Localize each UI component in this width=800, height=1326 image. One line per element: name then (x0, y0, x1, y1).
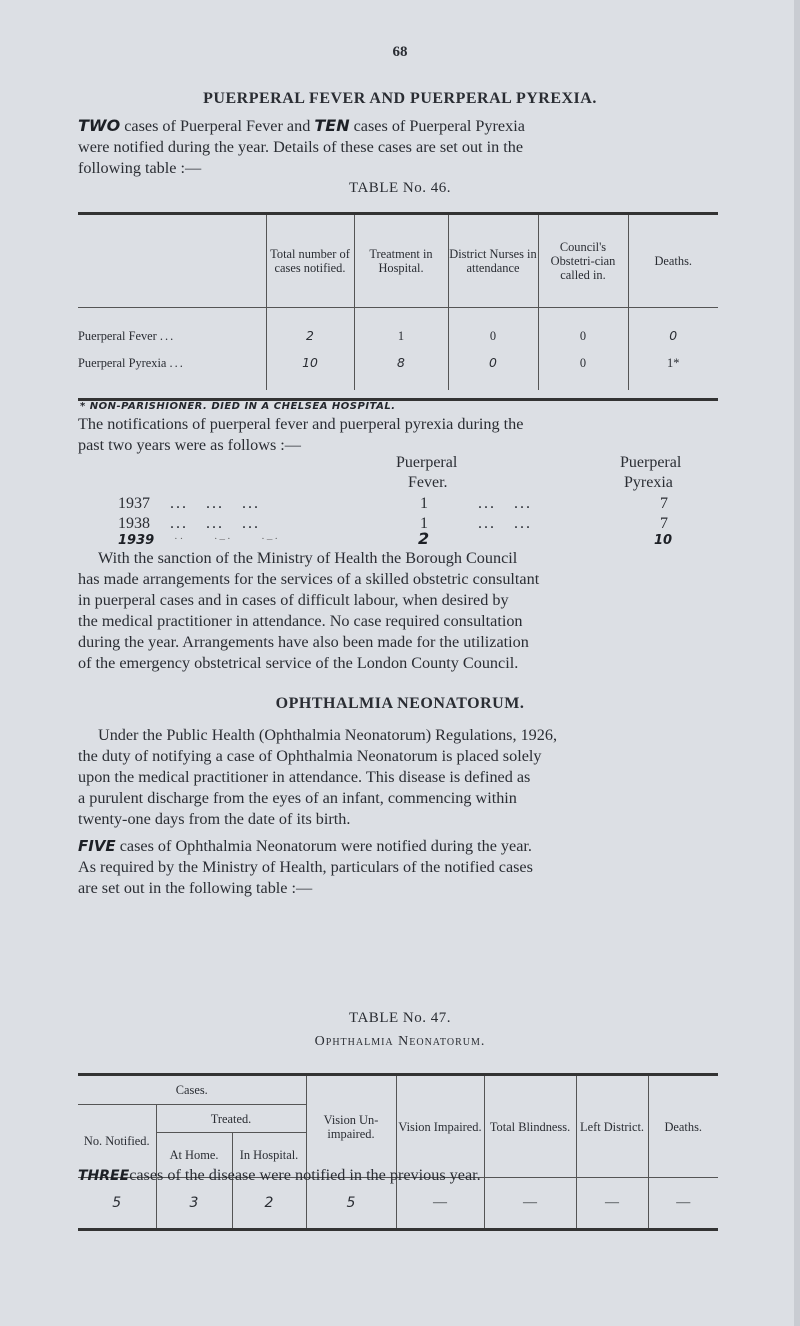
cell-hospital: 1 (354, 322, 448, 349)
fever-1938: 1 (420, 515, 428, 532)
reg-line: Under the Public Health (Ophthalmia Neonatorum) Regulations, 1926, (98, 726, 557, 744)
cell-deaths: 1* (628, 349, 718, 376)
cell-total: 2 (266, 322, 354, 349)
th-cases: Cases. (78, 1075, 306, 1105)
sanction-line: of the emergency obstetrical service of the London County Council. (78, 654, 519, 672)
leader-dots: ... ... (478, 515, 532, 532)
leader-dots: ... ... ... (170, 515, 260, 532)
row-label: Puerperal Fever ... (78, 328, 176, 343)
hand-five: FIVE (78, 837, 116, 855)
sanction-line: has made arrangements for the services of a skilled obstetric consultant (78, 570, 540, 588)
reg-line: upon the medical practitioner in attendance. This disease is defined as (78, 768, 531, 786)
fever-1937: 1 (420, 495, 428, 512)
cell-in-hospital: 2 (232, 1178, 306, 1230)
five-line-1 (78, 836, 718, 857)
cell-total: 10 (266, 349, 354, 376)
th-total-blindness: Total Blindness. (484, 1075, 576, 1178)
table-47-subtitle: Ophthalmia Neonatorum. (314, 1034, 486, 1049)
section-title-puerperal: PUERPERAL FEVER AND PUERPERAL PYREXIA. (203, 90, 597, 107)
reg-line: twenty-one days from the date of its birth. (78, 810, 351, 828)
cell-left: — (576, 1178, 648, 1230)
year-1939: 1939 (118, 533, 155, 548)
cell-blindness: — (484, 1178, 576, 1230)
years-header-pyrexia-1: Puerperal (620, 454, 682, 471)
intro-paragraph (78, 115, 718, 179)
th-deaths: Deaths. (628, 215, 718, 307)
five-line-1-text: cases of Ophthalmia Neonatorum were notified during the year. (119, 837, 532, 855)
page-edge (794, 0, 800, 1326)
th-hospital: Treatment in Hospital. (354, 215, 448, 307)
year-1938: 1938 (118, 515, 150, 532)
row-label: Puerperal Pyrexia ... (78, 355, 185, 370)
cell-hospital: 8 (354, 349, 448, 376)
th-vision-impaired: Vision Impaired. (396, 1075, 484, 1178)
page-number: 68 (392, 44, 408, 60)
cell-at-home: 3 (156, 1178, 232, 1230)
table-47-title: TABLE No. 47. (349, 1010, 451, 1026)
years-header-fever-2: Fever. (408, 474, 448, 491)
five-line-3: are set out in the following table :— (78, 879, 313, 897)
fever-1939: 2 (418, 529, 430, 548)
table-47 (78, 1073, 718, 1231)
th-vision-unimpaired: Vision Un-impaired. (306, 1075, 396, 1178)
th-nurses: District Nurses in attendance (448, 215, 538, 307)
reg-line: the duty of notifying a case of Ophthalmia Neonatorum is placed solely (78, 747, 542, 765)
leader-dots: ... ... ... (170, 495, 260, 512)
table-46-title: TABLE No. 46. (349, 180, 451, 196)
pyrexia-1938: 7 (660, 515, 668, 532)
hand-ten: TEN (314, 116, 350, 135)
cell-impaired: — (396, 1178, 484, 1230)
intro-text-2: cases of Puerperal Pyrexia (353, 117, 525, 135)
th-total: Total number of cases notified. (266, 215, 354, 307)
sanction-line: during the year. Arrangements have also been made for the utilization (78, 633, 529, 651)
regulations-paragraph (78, 725, 718, 830)
five-cases-paragraph (78, 836, 718, 899)
notif-line-2: past two years were as follows :— (78, 436, 301, 454)
table-row (78, 322, 718, 349)
cell-nurses: 0 (448, 349, 538, 376)
th-no-notified: No. Notified. (78, 1105, 156, 1178)
intro-line-3: following table :— (78, 159, 202, 177)
year-1937: 1937 (118, 495, 150, 512)
leader-dots: ... ... (478, 495, 532, 512)
hand-two: TWO (78, 116, 121, 135)
table-46-header-row (78, 215, 718, 307)
handwritten-footnote: * NON-PARISHIONER. DIED IN A CHELSEA HOSPITAL. (80, 401, 396, 412)
section-title-ophthalmia: OPHTHALMIA NEONATORUM. (275, 695, 525, 712)
cell-deaths: 0 (628, 322, 718, 349)
th-in-hospital: In Hospital. (232, 1133, 306, 1178)
cell-deaths: — (648, 1178, 718, 1230)
sanction-line: the medical practitioner in attendance. No case required consultation (78, 612, 523, 630)
years-header-pyrexia-2: Pyrexia (624, 474, 673, 491)
notification-paragraph (78, 414, 718, 456)
hand-three: THREE (78, 1168, 130, 1184)
th-obstetrician: Council's Obstetri-cian called in. (538, 215, 628, 307)
sanction-line: With the sanction of the Ministry of Health the Borough Council (98, 549, 518, 567)
th-treated: Treated. (156, 1105, 306, 1133)
cell-unimpaired: 5 (306, 1178, 396, 1230)
intro-text-1: cases of Puerperal Fever and (124, 117, 311, 135)
table-46 (78, 212, 718, 390)
reg-line: a purulent discharge from the eyes of an infant, commencing within (78, 789, 517, 807)
table-46-corner (78, 215, 266, 307)
cell-obstetrician: 0 (538, 322, 628, 349)
years-table (78, 453, 718, 548)
cell-nurses: 0 (448, 322, 538, 349)
th-at-home: At Home. (156, 1133, 232, 1178)
pyrexia-1937: 7 (660, 495, 668, 512)
sanction-line: in puerperal cases and in cases of difficult labour, when desired by (78, 591, 509, 609)
five-line-2: As required by the Ministry of Health, particulars of the notified cases (78, 858, 533, 876)
previous-year-line (78, 1165, 718, 1187)
intro-line-2: were notified during the year. Details of these cases are set out in the (78, 138, 523, 156)
table-row (78, 349, 718, 376)
th-deaths: Deaths. (648, 1075, 718, 1178)
sanction-paragraph (78, 548, 718, 674)
cell-obstetrician: 0 (538, 349, 628, 376)
intro-line-1 (78, 115, 718, 137)
pyrexia-1939: 10 (654, 533, 673, 548)
previous-year-text: cases of the disease were notified in the previous year. (129, 1166, 481, 1184)
notif-line-1: The notifications of puerperal fever and puerperal pyrexia during the (78, 415, 524, 433)
th-left-district: Left District. (576, 1075, 648, 1178)
leader-dots: ·· ·–· ·–· (174, 533, 280, 545)
years-header-fever-1: Puerperal (396, 454, 458, 471)
cell-notified: 5 (78, 1178, 156, 1230)
